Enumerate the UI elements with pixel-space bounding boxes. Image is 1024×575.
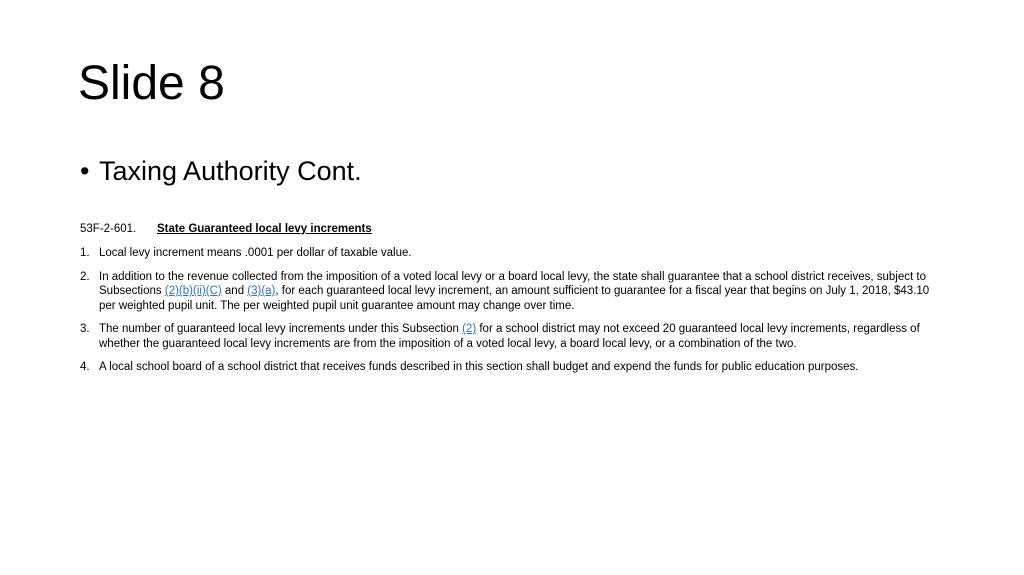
list-item — [80, 246, 940, 261]
item-text: for a school district may not exceed 20 guaranteed local levy increments, regardless of whether the guaranteed local levy increments are from the imposition of a voted local levy, a board local levy, or a combination of the two. — [99, 323, 920, 350]
item-text: In addition to the revenue collected from the imposition of a voted local levy or a board local levy, the state shall guarantee that a school district receives, subject to Subsections — [99, 270, 926, 297]
item-number: 2. — [80, 270, 90, 283]
list-item — [80, 270, 940, 314]
item-number: 1. — [80, 247, 90, 259]
slide-title: Slide 8 — [78, 57, 225, 110]
list-item — [80, 322, 940, 351]
section-code: 53F-2-601. — [80, 223, 137, 235]
item-text: , for each guaranteed local levy increment, an amount sufficient to guarantee for a fiscal year that begins on July 1, 2018, $43.10 per weighted pupil unit. The per weighted pupil unit guarantee amount may change over time. — [99, 285, 930, 312]
section-heading: State Guaranteed local levy increments — [157, 223, 372, 235]
item-text: The number of guaranteed local levy increments under this Subsection — [99, 323, 463, 335]
subsection-link-3-a[interactable]: (3)(a) — [247, 285, 276, 297]
bullet-point — [80, 154, 362, 188]
section-header — [80, 222, 372, 236]
subsection-link-2[interactable]: (2) — [462, 323, 477, 335]
provision-list — [80, 246, 940, 384]
item-text: and — [221, 285, 248, 297]
bullet-text: Taxing Authority Cont. — [99, 156, 362, 186]
item-number: 3. — [80, 323, 90, 335]
list-item — [80, 360, 940, 375]
item-text: Local levy increment means .0001 per dollar of taxable value. — [99, 247, 412, 259]
subsection-link-2-b-ii-c[interactable]: (2)(b)(ii)(C) — [164, 285, 222, 297]
bullet-marker: • — [80, 156, 90, 186]
item-text: A local school board of a school district that receives funds described in this section shall budget and expend the funds for public education purposes. — [99, 361, 859, 373]
item-number: 4. — [80, 361, 90, 373]
